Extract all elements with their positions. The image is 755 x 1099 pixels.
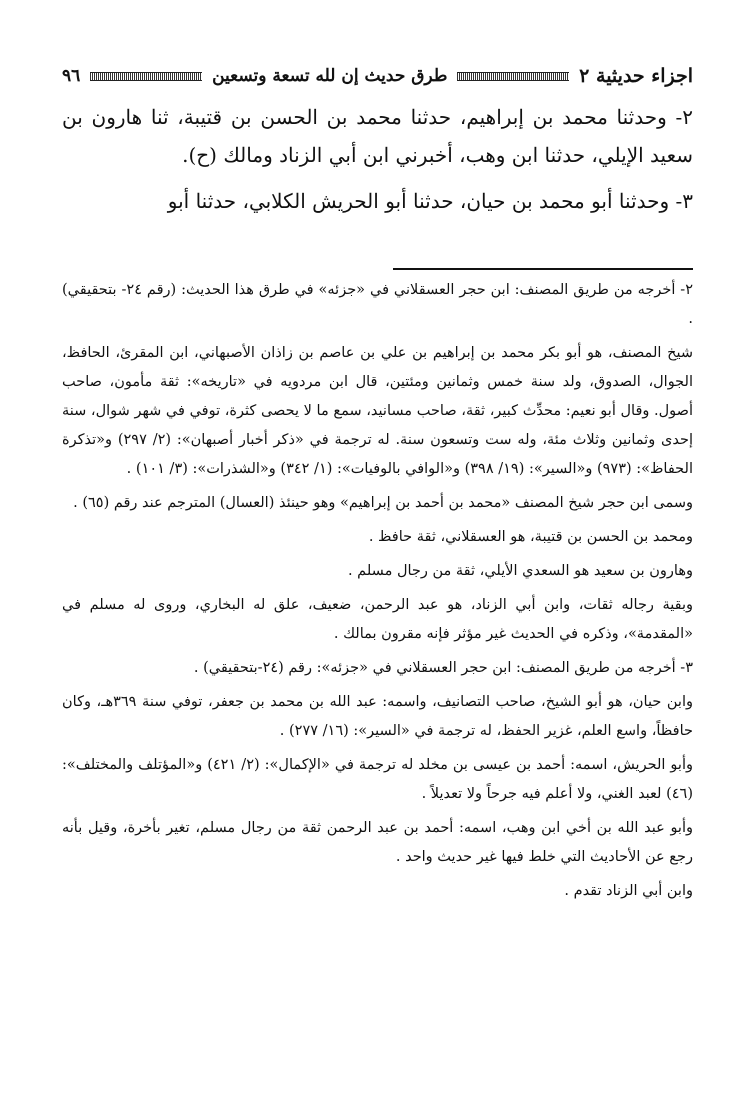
footnote: وهارون بن سعيد هو السعدي الأيلي، ثقة من رجال مسلم . [347,563,693,579]
footnote: وسمى ابن حجر شيخ المصنف «محمد بن أحمد بن إبراهيم» وهو حينئذ (العسال) المترجم عند رقم (٦٥) . [73,495,693,511]
footnote: ٢- أخرجه من طريق المصنف: ابن حجر العسقلاني في «جزئه» في طرق هذا الحديث: (رقم ٢٤- بتحقيقي) . [62,282,693,327]
footnote: وابن أبي الزناد تقدم . [564,883,693,899]
series-title: اجزاء حديثية ٢ [579,65,693,87]
footnotes [62,276,693,911]
book-title: طرق حديث إن لله تسعة وتسعين [212,66,448,86]
main-paragraph: ٢- وحدثنا محمد بن إبراهيم، حدثنا محمد بن الحسن بن قتيبة، ثنا هارون بن سعيد الإيلي، حدثنا ابن وهب، أخبرني ابن أبي الزناد ومالك (ح). [62,105,693,167]
header-ornament-bar [90,72,202,81]
footnote: وأبو الحريش، اسمه: أحمد بن عيسى بن مخلد له ترجمة في «الإكمال»: (٢/ ٤٢١) و«المؤتلف والمختلف»: (٤٦) لعبد الغني، ولا أعلم فيه جرحاً ولا تعديلاً . [62,757,693,802]
main-text [62,98,693,228]
footnote: وأبو عبد الله بن أخي ابن وهب، اسمه: أحمد بن عبد الرحمن ثقة من رجال مسلم، تغير بأخرة، وقيل بأنه رجع عن الأحاديث التي خلط فيها غير حديث واحد . [62,820,693,865]
footnote: وابن حيان، هو أبو الشيخ، صاحب التصانيف، واسمه: عبد الله بن محمد بن جعفر، توفي سنة ٣٦٩هـ، وكان حافظاً، واسع العلم، غزير الحفظ، له ترجمة في «السير»: (١٦/ ٢٧٧) . [62,694,693,739]
footnote: ومحمد بن الحسن بن قتيبة، هو العسقلاني، ثقة حافظ . [368,529,693,545]
footnote: ٣- أخرجه من طريق المصنف: ابن حجر العسقلاني في «جزئه»: رقم (٢٤-بتحقيقي) . [193,660,693,676]
footnote-separator [393,268,693,270]
main-paragraph: ٣- وحدثنا أبو محمد بن حيان، حدثنا أبو الحريش الكلابي، حدثنا أبو [167,189,693,213]
page-number: ٩٦ [62,66,81,86]
running-header [62,60,693,92]
footnote: شيخ المصنف، هو أبو بكر محمد بن إبراهيم بن علي بن عاصم بن زاذان الأصبهاني، ابن المقرئ، الحافظ، الجوال، الصدوق، ولد سنة خمس وثمانين ومئتين، قال ابن مردويه في «تاريخه»: ثقة مأمون، صاحب أصول. وقال أبو نعيم: محدِّث كبير، ثقة، صاحب مسانيد، سمع ما لا يحصى كثرة، توفي في شهر شوال، سنة إحدى وثمانين وثلاث مئة، وله ست وتسعون سنة. له ترجمة في «ذكر أخبار أصبهان»: (٢/ ٢٩٧) و«تذكرة الحفاظ»: (٩٧٣) و«السير»: (١٩/ ٣٩٨) و«الوافي بالوفيات»: (١/ ٣٤٢) و«الشذرات»: (٣/ ١٠١) . [62,345,693,477]
header-ornament-bar [457,72,569,81]
footnote: وبقية رجاله ثقات، وابن أبي الزناد، هو عبد الرحمن، ضعيف، علق له البخاري، وروى له مسلم في «المقدمة»، وذكره في الحديث غير مؤثر فإنه مقرون بمالك . [62,597,693,642]
